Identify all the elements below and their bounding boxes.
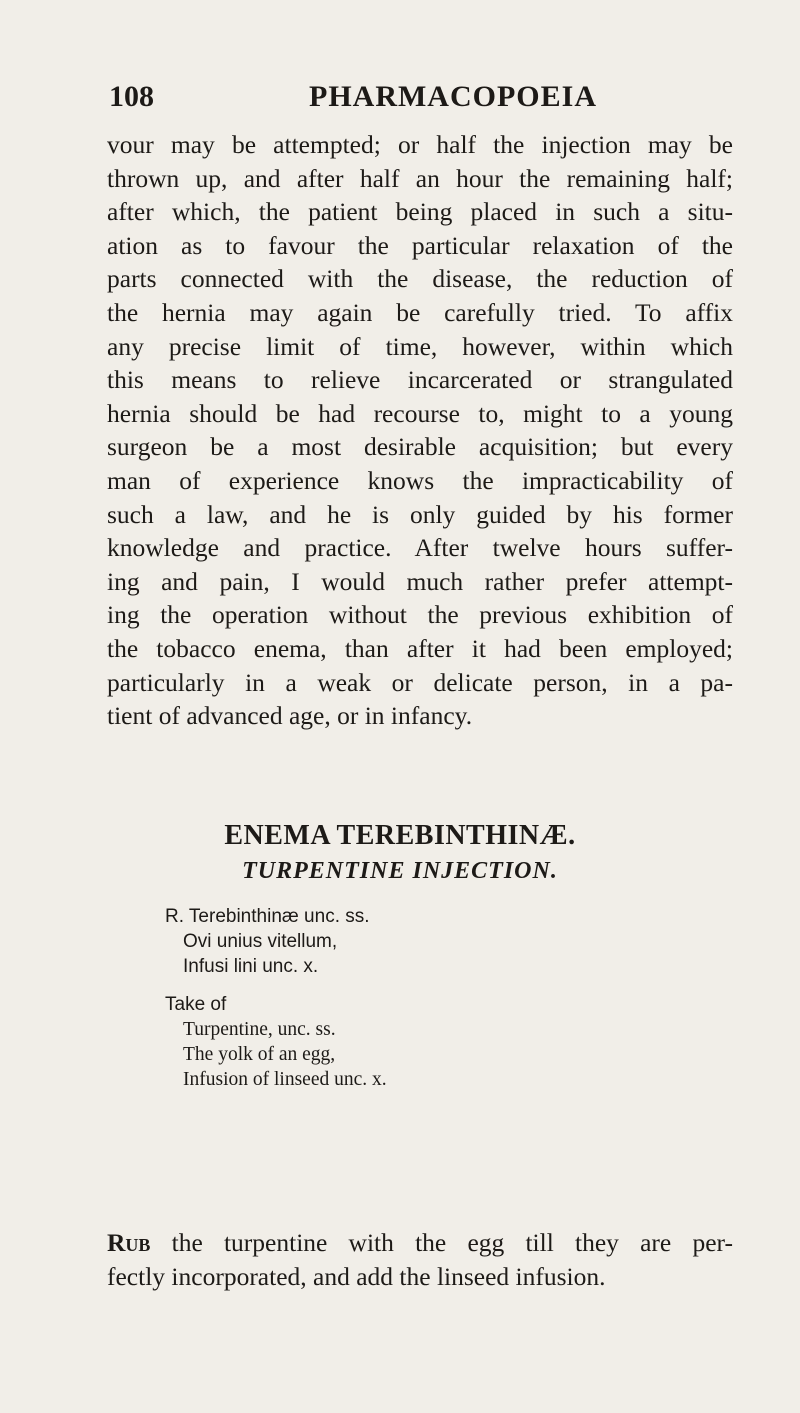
section-subtitle: TURPENTINE INJECTION. bbox=[242, 858, 558, 884]
recipe-english-line: The yolk of an egg, bbox=[183, 1043, 336, 1065]
body-line: the hernia may again be carefully tried. To affix bbox=[107, 297, 733, 327]
running-head: PHARMACOPOEIA bbox=[309, 80, 597, 113]
recipe-latin-line: R. Terebinthinæ unc. ss. bbox=[165, 906, 370, 927]
body-line: ing the operation without the previous exhibition of bbox=[107, 600, 733, 630]
recipe-block bbox=[165, 905, 665, 1093]
body-line: surgeon be a most desirable acquisition; but every bbox=[107, 432, 733, 462]
recipe-english-intro: Take of bbox=[165, 994, 227, 1016]
final-paragraph bbox=[107, 1226, 733, 1293]
body-line: hernia should be had recourse to, might to a young bbox=[107, 398, 733, 428]
recipe-latin-line: Infusi lini unc. x. bbox=[183, 955, 319, 977]
body-line: man of experience knows the impracticability of bbox=[107, 465, 733, 495]
section-title: ENEMA TEREBINTHINÆ. bbox=[224, 820, 576, 851]
final-line: fectly incorporated, and add the linseed infusion. bbox=[107, 1261, 606, 1291]
final-line-rest: the turpentine with the egg till they are per- bbox=[150, 1228, 733, 1257]
final-line bbox=[107, 1226, 733, 1260]
body-line: this means to relieve incarcerated or strangulated bbox=[107, 365, 733, 395]
body-line: ation as to favour the particular relaxation of the bbox=[107, 230, 733, 260]
body-line: knowledge and practice. After twelve hours suffer- bbox=[107, 533, 733, 563]
body-line: parts connected with the disease, the reduction of bbox=[107, 264, 733, 294]
body-line: thrown up, and after half an hour the remaining half; bbox=[107, 163, 733, 193]
body-paragraph bbox=[107, 128, 733, 733]
recipe-english-line: Turpentine, unc. ss. bbox=[183, 1019, 336, 1041]
body-line: such a law, and he is only guided by his former bbox=[107, 499, 733, 529]
recipe-latin-line: Ovi unius vitellum, bbox=[183, 930, 338, 952]
body-line: vour may be attempted; or half the injection may be bbox=[107, 130, 733, 159]
body-line: particularly in a weak or delicate person, in a pa- bbox=[107, 667, 733, 697]
page-number: 108 bbox=[109, 80, 154, 113]
body-line: the tobacco enema, than after it had been employed; bbox=[107, 633, 733, 663]
body-line: ing and pain, I would much rather prefer attempt- bbox=[107, 566, 733, 596]
page-header bbox=[109, 80, 729, 120]
body-line: any precise limit of time, however, within which bbox=[107, 331, 733, 361]
recipe-english-line: Infusion of linseed unc. x. bbox=[183, 1068, 387, 1090]
body-line: after which, the patient being placed in such a situ- bbox=[107, 197, 733, 227]
lead-word: Rub bbox=[107, 1228, 151, 1257]
body-line: tient of advanced age, or in infancy. bbox=[107, 701, 473, 731]
